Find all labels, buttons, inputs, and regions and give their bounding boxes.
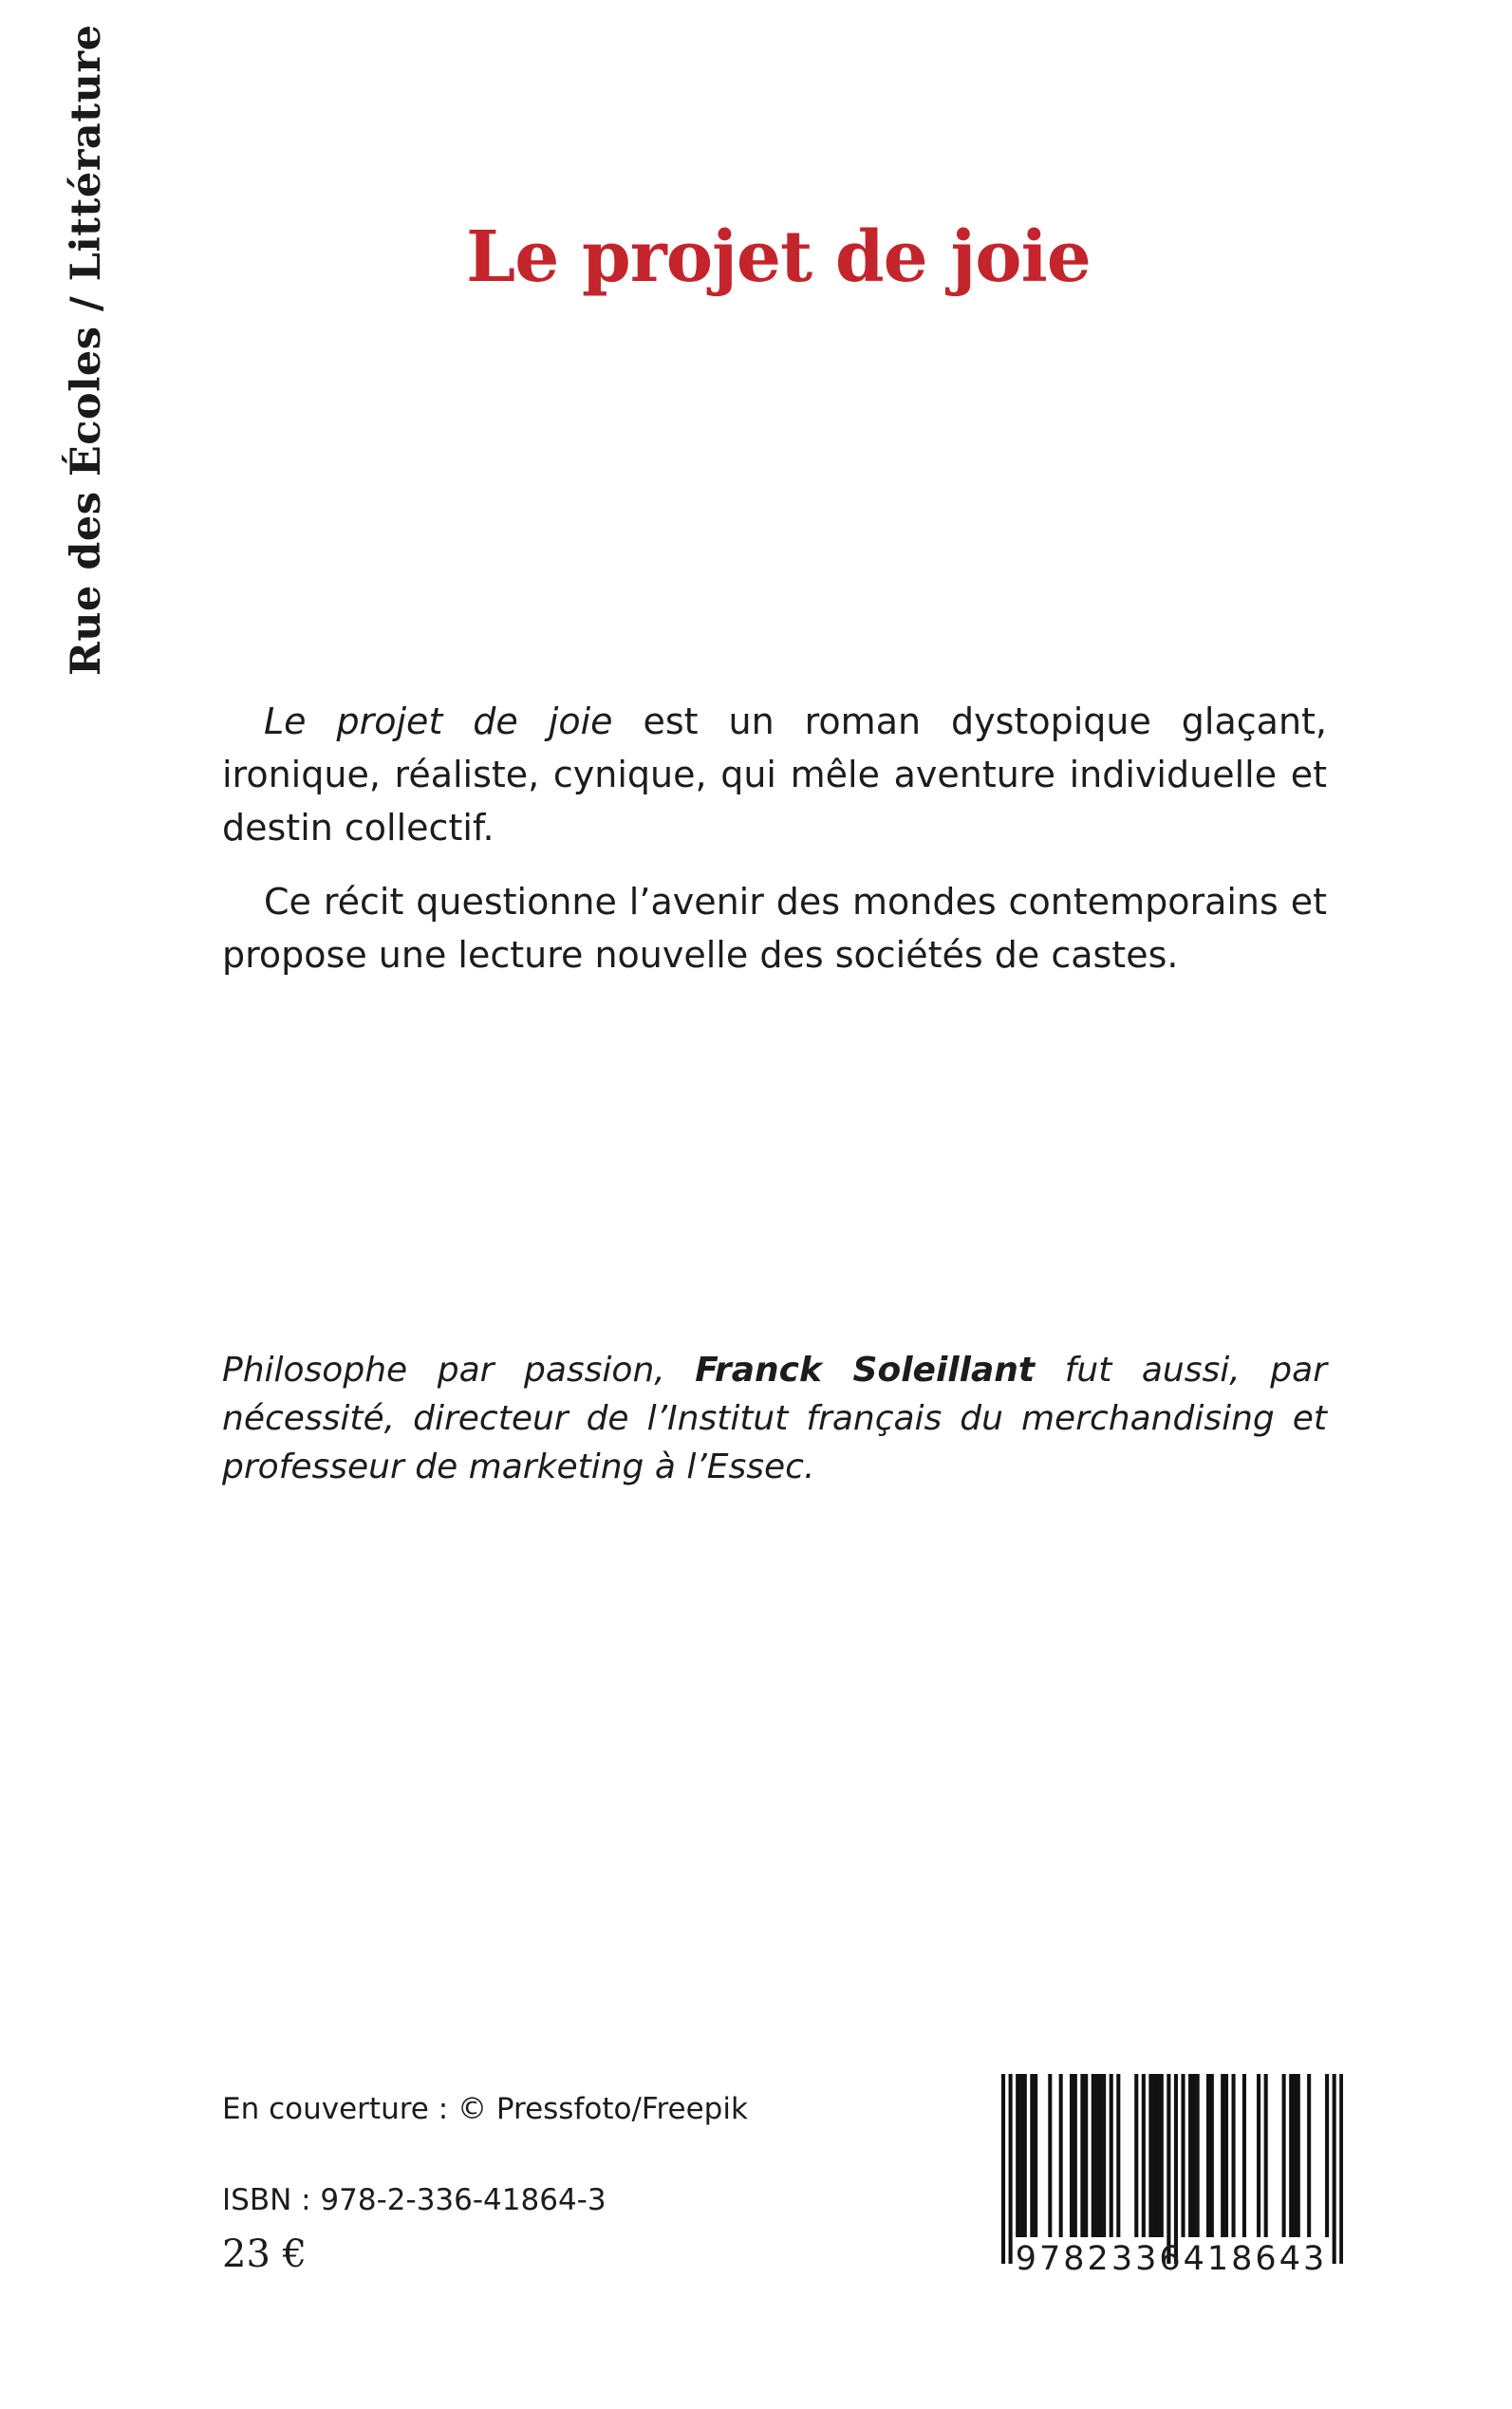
barcode-bar (1192, 2074, 1196, 2237)
barcode-bar (1297, 2074, 1300, 2237)
barcode-bar (1092, 2074, 1095, 2237)
barcode-bar (1009, 2074, 1013, 2264)
barcode-bar (1264, 2074, 1268, 2237)
barcode-bar (1289, 2074, 1293, 2237)
barcode-bar (1339, 2074, 1343, 2264)
barcode-bar (1134, 2074, 1138, 2237)
barcode-bar (1048, 2074, 1052, 2237)
barcode-bar (1080, 2074, 1084, 2237)
barcode-bar (1167, 2074, 1170, 2264)
barcode-bar (1019, 2074, 1023, 2237)
price: 23 € (222, 2232, 308, 2276)
barcode-bar (1224, 2074, 1228, 2237)
barcode-bar (1034, 2074, 1037, 2237)
blurb-p1-text: est un roman dystopique glaçant, ironique, réaliste, cynique, qui mêle aventure individuelle et destin collectif. (222, 700, 1328, 849)
barcode-bar (1242, 2074, 1246, 2237)
barcode-bar (1059, 2074, 1063, 2237)
barcode-bar (1016, 2074, 1019, 2237)
isbn: ISBN : 978-2-336-41864-3 (222, 2183, 607, 2217)
barcode-bar (1181, 2074, 1185, 2237)
cover-credit: En couverture : © Pressfoto/Freepik (222, 2092, 748, 2126)
barcode-bar (1098, 2074, 1102, 2237)
book-title: Le projet de joie (466, 216, 1091, 298)
barcode-bar (1293, 2074, 1297, 2237)
author-name: Franck Soleillant (695, 1351, 1036, 1390)
barcode-bar (1333, 2074, 1336, 2264)
barcode-digits: 9782336418643 (1015, 2240, 1328, 2278)
barcode-bar (1070, 2074, 1073, 2237)
barcode-bar (1174, 2074, 1178, 2264)
barcode-bar (1102, 2074, 1106, 2237)
barcode-bar (1073, 2074, 1077, 2237)
blurb (222, 695, 1327, 1002)
barcode-bar (1325, 2074, 1329, 2237)
bio-rest: fut aussi, par nécessité, directeur de l’Institut français du merchandising et professeur de marketing à l’Essec. (222, 1351, 1327, 1486)
barcode-bar (1001, 2074, 1005, 2264)
bio-intro: Philosophe par passion, (222, 1351, 696, 1390)
blurb-paragraph-1 (222, 695, 1327, 854)
barcode-bar (1282, 2074, 1286, 2237)
barcode-bar (1084, 2074, 1088, 2237)
barcode-bar (1210, 2074, 1214, 2237)
barcode-bar (1023, 2074, 1027, 2237)
barcode-bar (1152, 2074, 1156, 2237)
barcode-bar (1221, 2074, 1224, 2237)
barcode-bar (1307, 2074, 1311, 2237)
barcode-bar (1232, 2074, 1236, 2237)
blurb-book-title: Le projet de joie (264, 700, 613, 742)
spine-collection-label: Rue des Écoles / Littérature (63, 24, 110, 676)
barcode-bar (1206, 2074, 1210, 2237)
barcode-bar (1188, 2074, 1192, 2237)
barcode-bar (1156, 2074, 1160, 2237)
barcode-bar (1095, 2074, 1099, 2237)
author-bio (222, 1346, 1327, 1491)
barcode-bar (1148, 2074, 1152, 2237)
blurb-paragraph-2: Ce récit questionne l’avenir des mondes contemporains et propose une lecture nouvelle des sociétés de castes. (222, 881, 1327, 976)
barcode-bar (1142, 2074, 1146, 2237)
barcode-bar (1196, 2074, 1200, 2237)
barcode-bar (1110, 2074, 1113, 2237)
barcode-bar (1257, 2074, 1260, 2237)
barcode-bar (1116, 2074, 1120, 2237)
barcode-bar (1160, 2074, 1164, 2237)
barcode-bar (1030, 2074, 1034, 2237)
barcode-icon (1001, 2074, 1343, 2264)
